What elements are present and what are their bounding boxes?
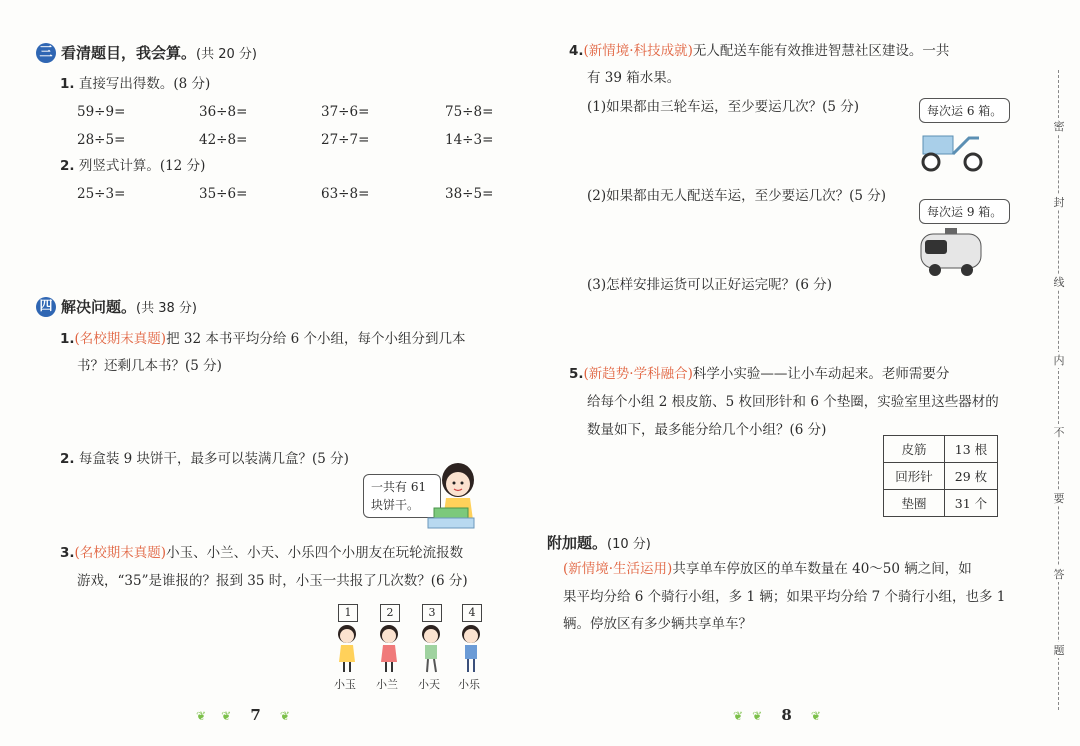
kid-figure	[338, 625, 356, 672]
question-text: 共享单车停放区的单车数量在 40～50 辆之间，如	[672, 561, 972, 577]
kid-number-tag: 3	[422, 604, 442, 622]
seal-char: 线	[1048, 274, 1070, 290]
table-cell: 31 个	[945, 490, 998, 517]
question-number: 2.	[60, 158, 75, 174]
table-cell: 13 根	[945, 436, 998, 463]
bonus-header	[547, 532, 651, 553]
delivery-van-illustration	[917, 226, 987, 278]
question-text: 科学小实验——让小车动起来。老师需要分	[692, 366, 950, 382]
table-row	[884, 436, 998, 463]
question-number: 5.	[569, 366, 584, 382]
right-page	[535, 0, 1045, 746]
calc-item: 28÷5=	[77, 132, 126, 148]
question-tag: (名校期末真题)	[74, 331, 167, 347]
sprout-icon: ❦	[221, 709, 232, 723]
kid-name: 小天	[418, 678, 440, 691]
s4-question-3	[60, 540, 463, 567]
question-text: 小玉、小兰、小天、小乐四个小朋友在玩轮流报数	[166, 545, 464, 561]
sprout-icon: ❦	[810, 709, 821, 723]
kid-number-tag: 4	[462, 604, 482, 622]
question-text-line3: 辆。停放区有多少辆共享单车？	[563, 616, 752, 632]
section-3-badge: 三	[36, 43, 56, 63]
seal-char: 封	[1048, 194, 1070, 210]
kid-name: 小玉	[334, 678, 356, 691]
seal-char: 密	[1048, 118, 1070, 134]
section-4-score: (共 38 分)	[136, 301, 197, 316]
question-number: 4.	[569, 43, 584, 59]
question-text-line2: 给每个小组 2 根皮筋、5 枚回形针和 6 个垫圈，实验室里这些器材的	[587, 394, 999, 410]
seal-char: 要	[1048, 490, 1070, 506]
tricycle-illustration	[917, 126, 989, 174]
question-number: 1.	[60, 331, 75, 347]
materials-table	[883, 435, 998, 517]
question-number: 1.	[60, 76, 75, 92]
sprout-icon: ❦	[196, 709, 207, 723]
calc-item: 27÷7=	[321, 132, 370, 148]
kids-illustration	[334, 600, 494, 695]
table-row	[884, 463, 998, 490]
speech-bubble-delivery-van: 每次运 9 箱。	[919, 199, 1010, 224]
table-cell: 回形针	[884, 463, 945, 490]
bonus-question	[563, 556, 972, 583]
question-tag: (新趋势·学科融合)	[583, 366, 693, 382]
kid-name: 小兰	[376, 678, 398, 691]
calc-item: 38÷5=	[445, 186, 494, 202]
page-footer-left	[196, 705, 290, 724]
question-tag: (新情境·生活运用)	[563, 561, 673, 577]
section-3-header	[36, 42, 257, 63]
seal-char: 答	[1048, 566, 1070, 582]
kid-figure	[422, 625, 440, 672]
calc-item: 59÷9=	[77, 104, 126, 120]
calc-item: 37÷6=	[321, 104, 370, 120]
question-text: 列竖式计算。(12 分)	[78, 158, 206, 174]
kid-number-tag: 1	[338, 604, 358, 622]
s4-question-2	[60, 446, 349, 473]
calc-item: 35÷6=	[199, 186, 248, 202]
question-text: 无人配送车能有效推进智慧社区建设。一共	[692, 43, 950, 59]
question-text-line2: 有 39 箱水果。	[587, 70, 681, 86]
page-number: 8	[781, 706, 792, 724]
s4-question-1	[60, 326, 466, 353]
calc-item: 25÷3=	[77, 186, 126, 202]
question-tag: (名校期末真题)	[74, 545, 167, 561]
left-page	[0, 0, 535, 746]
kids-figures	[334, 624, 494, 674]
question-text-line2: 果平均分给 6 个骑行小组，多 1 辆；如果平均分给 7 个骑行小组，也多 1	[563, 589, 1006, 605]
seal-char: 不	[1048, 424, 1070, 440]
sub-question: (2)如果都由无人配送车运，至少要运几次？(5 分)	[587, 188, 887, 204]
question-number: 2.	[60, 451, 75, 467]
sub-question: (1)如果都由三轮车运，至少要运几次？(5 分)	[587, 99, 860, 115]
question-text: 直接写出得数。(8 分)	[78, 76, 211, 92]
s3-question-1	[60, 71, 210, 98]
section-4-badge: 四	[36, 297, 56, 317]
r-question-5	[569, 361, 949, 388]
sub-question: (3)怎样安排运货可以正好运完呢？(6 分)	[587, 277, 833, 293]
bubble-line: 一共有 61	[371, 480, 427, 494]
page-number: 7	[250, 706, 261, 724]
section-3-title: 看清题目，我会算。	[61, 44, 197, 62]
sprout-icon: ❦	[733, 709, 744, 723]
section-4-header	[36, 296, 197, 317]
table-cell: 29 枚	[945, 463, 998, 490]
table-row	[884, 490, 998, 517]
calc-item: 75÷8=	[445, 104, 494, 120]
bonus-score: (10 分)	[607, 537, 651, 552]
question-tag: (新情境·科技成就)	[583, 43, 693, 59]
kid-number-tag: 2	[380, 604, 400, 622]
r-question-4	[569, 38, 949, 65]
sprout-icon: ❦	[279, 709, 290, 723]
question-text-line2: 游戏，“35”是谁报的？报到 35 时，小玉一共报了几次数？(6 分)	[77, 573, 468, 589]
kid-figure	[380, 625, 398, 672]
s3-question-2	[60, 153, 205, 180]
table-cell: 垫圈	[884, 490, 945, 517]
girl-with-box-illustration	[418, 458, 490, 530]
speech-bubble-tricycle: 每次运 6 箱。	[919, 98, 1010, 123]
calc-item: 36÷8=	[199, 104, 248, 120]
question-text-line2: 书？还剩几本书？(5 分)	[77, 358, 222, 374]
bubble-line: 块饼干。	[371, 498, 420, 512]
kid-name: 小乐	[458, 678, 480, 691]
question-number: 3.	[60, 545, 75, 561]
page-footer-right	[733, 705, 821, 724]
bonus-title: 附加题。	[547, 534, 608, 552]
kid-figure	[462, 625, 480, 672]
calc-item: 14÷3=	[445, 132, 494, 148]
question-text: 把 32 本书平均分给 6 个小组，每个小组分到几本	[166, 331, 466, 347]
sprout-icon: ❦	[752, 709, 763, 723]
question-text: 每盒装 9 块饼干，最多可以装满几盒？(5 分)	[78, 451, 349, 467]
section-4-title: 解决问题。	[61, 298, 137, 316]
table-cell: 皮筋	[884, 436, 945, 463]
seal-char: 内	[1048, 352, 1070, 368]
seal-line	[1058, 70, 1059, 710]
calc-item: 63÷8=	[321, 186, 370, 202]
seal-char: 题	[1048, 642, 1070, 658]
calc-item: 42÷8=	[199, 132, 248, 148]
question-text-line3: 数量如下，最多能分给几个小组？(6 分)	[587, 422, 827, 438]
binding-margin	[1045, 0, 1080, 746]
section-3-score: (共 20 分)	[196, 47, 257, 62]
